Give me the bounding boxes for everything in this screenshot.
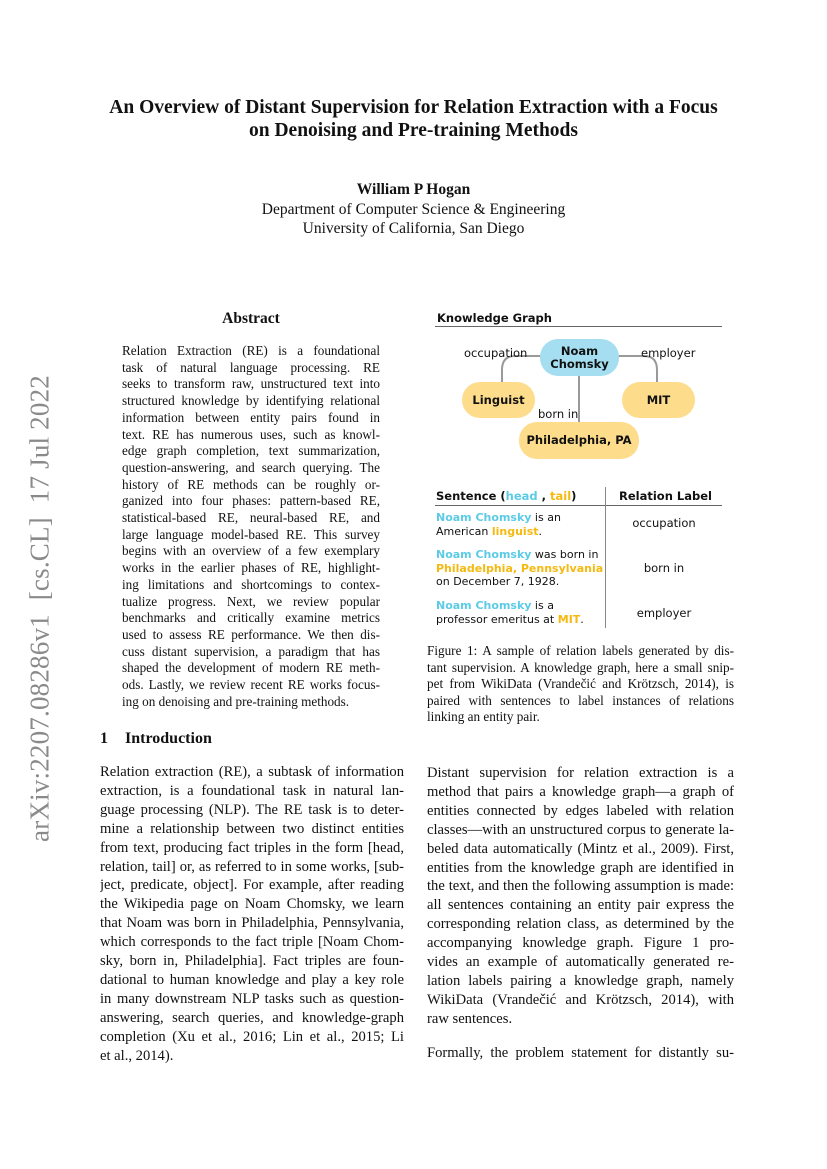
text-line: linking an entity pair. <box>427 709 540 725</box>
abstract-heading: Abstract <box>222 310 280 327</box>
text-line: the Wikipedia page on Noam Chomsky, we learn <box>100 896 404 913</box>
tail-entity: MIT <box>557 612 581 626</box>
text-line: answering, search queries, and knowledge-graph <box>100 1009 404 1026</box>
text-line: paired with sentences to label instances of relations <box>427 692 734 708</box>
text-line: ing limitations and shortcomings to contex- <box>122 576 380 592</box>
text-line: method that pairs a knowledge graph—a graph of <box>427 783 734 800</box>
node-label: Linguist <box>472 392 525 407</box>
formal-problem-paragraph <box>427 1044 734 1063</box>
table-row-sentence <box>436 511 606 538</box>
text-line: WikiData (Vrandečić and Krötzsch, 2014), with <box>427 991 734 1008</box>
node-noam-chomsky <box>540 339 619 376</box>
sentence-text: is a <box>531 599 554 612</box>
header-text: , <box>537 489 551 503</box>
text-line: benchmarks and critically examine metrics <box>122 610 380 626</box>
text-line: statistical-based RE, neural-based RE, and <box>122 510 380 526</box>
sentence-text: . <box>580 612 584 626</box>
node-philadelphia <box>519 422 639 459</box>
text-line: corresponding relation class, as determined by the <box>427 916 734 933</box>
text-line: Distant supervision for relation extraction is a <box>427 765 734 781</box>
text-line: history of RE methods can be roughly or- <box>122 476 380 492</box>
section-heading-introduction <box>100 730 212 748</box>
text-line: Relation Extraction (RE) is a foundational <box>122 343 380 358</box>
text-line: ing on denoising and pre-training methods. <box>122 693 350 709</box>
edge-employer <box>616 356 657 383</box>
title-line: on Denoising and Pre-training Methods <box>248 120 578 141</box>
text-line: in many downstream NLP tasks such as question- <box>100 990 404 1007</box>
header-text: ) <box>571 489 577 503</box>
text-line: entities from the knowledge graph are identified in <box>427 859 734 876</box>
text-line: that Noam was born in Philadelphia, Pennsylvania, <box>100 915 404 932</box>
table-rule <box>435 505 722 506</box>
text-line: task of natural language processing. RE <box>122 359 380 375</box>
head-entity: Noam Chomsky <box>436 599 532 612</box>
text-line: the text, and then the following assumption is made: <box>427 878 734 895</box>
text-line: accompanying knowledge graph. Figure 1 pro- <box>427 935 734 952</box>
sentence-text: . <box>538 524 542 538</box>
section-number: 1 <box>100 730 108 747</box>
text-line: edge graph completion, text summarization, <box>122 443 380 459</box>
relation-label: employer <box>636 606 692 620</box>
introduction-text <box>100 763 404 1066</box>
title-line: An Overview of Distant Supervision for Relation Extraction with a Focus <box>109 97 718 118</box>
edge-label-employer: employer <box>641 346 696 360</box>
text-line: relation, tail] or, as referred to in some works, [sub- <box>100 858 404 875</box>
text-line: classes—with an unstructured corpus to generate la- <box>427 821 734 838</box>
text-line: vides an example of automatically generated re- <box>427 954 734 971</box>
text-line: from text, producing fact triples in the form [head, <box>100 839 404 856</box>
knowledge-graph-heading: Knowledge Graph <box>437 311 552 325</box>
sentence-text: professor emeritus at <box>436 612 558 626</box>
text-line: guage processing (NLP). The RE task is to deter- <box>100 801 404 818</box>
text-line: extraction, is a foundational task in natural lan- <box>100 782 404 799</box>
table-row-sentence <box>436 548 606 589</box>
section-title: Introduction <box>125 730 212 747</box>
text-line: information between entity pairs found in <box>122 409 380 425</box>
header-head: head <box>505 489 538 503</box>
node-mit <box>622 382 695 418</box>
node-linguist <box>462 382 535 418</box>
text-line: structured knowledge by identifying relational <box>122 393 380 409</box>
sentence-text: on December 7, 1928. <box>436 575 560 588</box>
edge-occupation <box>502 356 543 383</box>
node-label: Philadelphia, PA <box>526 433 632 447</box>
text-line: used to assess RE performance. We then dis- <box>122 626 380 642</box>
text-line: cuss distant supervision, a paradigm that has <box>122 643 380 659</box>
text-line: ganized into four phases: pattern-based RE, <box>122 493 380 509</box>
text-line: beled data automatically (Mintz et al., 2009). First, <box>427 840 734 857</box>
text-line: pet from WikiData (Vrandečić and Krötzsch, 2014), is <box>427 676 734 692</box>
tail-entity: linguist <box>491 524 539 538</box>
text-line: begins with an overview of a few exemplary <box>122 543 380 559</box>
relation-label: born in <box>643 561 685 575</box>
sentence-text: American <box>436 524 492 538</box>
text-line: ject, predicate, object]. For example, after reading <box>100 877 404 894</box>
head-entity: Noam Chomsky <box>436 548 532 561</box>
graph-edges <box>0 0 827 470</box>
text-line: Formally, the problem statement for distantly su- <box>427 1045 734 1061</box>
text-line: mine a relationship between two distinct entities <box>100 820 404 837</box>
text-line: entities connected by edges labeled with relation <box>427 802 734 819</box>
text-line: completion (Xu et al., 2016; Lin et al., 2015; Li <box>100 1028 404 1045</box>
text-line: seeks to transform raw, unstructured text into <box>122 376 380 392</box>
header-tail: tail <box>550 489 572 503</box>
node-label: MIT <box>646 392 671 407</box>
text-line: dational to human knowledge and play a key role <box>100 971 404 988</box>
author-department: Department of Computer Science & Engineering <box>261 200 566 218</box>
text-line: tualize progress. Next, we review popular <box>122 593 380 609</box>
text-line: ods. Lastly, we review recent RE works focus- <box>122 677 380 693</box>
author-name: William P Hogan <box>356 181 471 198</box>
text-line: sky, born in, Philadelphia]. Fact triples are foun- <box>100 953 404 970</box>
header-text: Sentence ( <box>436 489 506 503</box>
author-university: University of California, San Diego <box>302 220 525 237</box>
text-line: raw sentences. <box>427 1010 513 1027</box>
distant-supervision-paragraph <box>427 764 734 1029</box>
text-line: text. RE has numerous uses, such as knowl- <box>122 426 380 442</box>
table-header-relation-label: Relation Label <box>619 489 712 503</box>
figure-1-caption <box>427 643 734 726</box>
node-label: Noam Chomsky <box>550 343 609 371</box>
edge-label-born-in: born in <box>538 407 579 421</box>
text-line: lation labels pairing a knowledge graph, namely <box>427 972 734 989</box>
text-line: question-answering, and search querying. The <box>122 459 380 475</box>
text-line: large language model-based RE. This survey <box>122 526 380 542</box>
relation-label: occupation <box>632 516 696 530</box>
arxiv-stamp: arXiv:2207.08286v1 [cs.CL] 17 Jul 2022 <box>24 375 55 842</box>
text-line: shaped the development of modern RE meth- <box>122 660 380 676</box>
text-line: works in the earlier phases of RE, highlight- <box>122 560 380 576</box>
tail-entity: Philadelphia, Pennsylvania <box>436 561 604 575</box>
text-line: Relation extraction (RE), a subtask of information <box>100 764 404 780</box>
table-row-sentence <box>436 599 606 626</box>
text-line: et al., 2014). <box>100 1047 174 1064</box>
text-line: all sentences containing an entity pair express the <box>427 897 734 914</box>
table-header-sentence <box>436 489 576 503</box>
text-line: which corresponds to the fact triple [Noam Chom- <box>100 934 404 951</box>
sentence-text: was born in <box>531 548 599 561</box>
head-entity: Noam Chomsky <box>436 511 532 524</box>
edge-label-occupation: occupation <box>464 346 528 360</box>
text-line: tant supervision. A knowledge graph, here a small snip- <box>427 659 734 675</box>
text-line: Figure 1: A sample of relation labels generated by dis- <box>427 643 734 658</box>
sentence-text: is an <box>531 511 561 524</box>
